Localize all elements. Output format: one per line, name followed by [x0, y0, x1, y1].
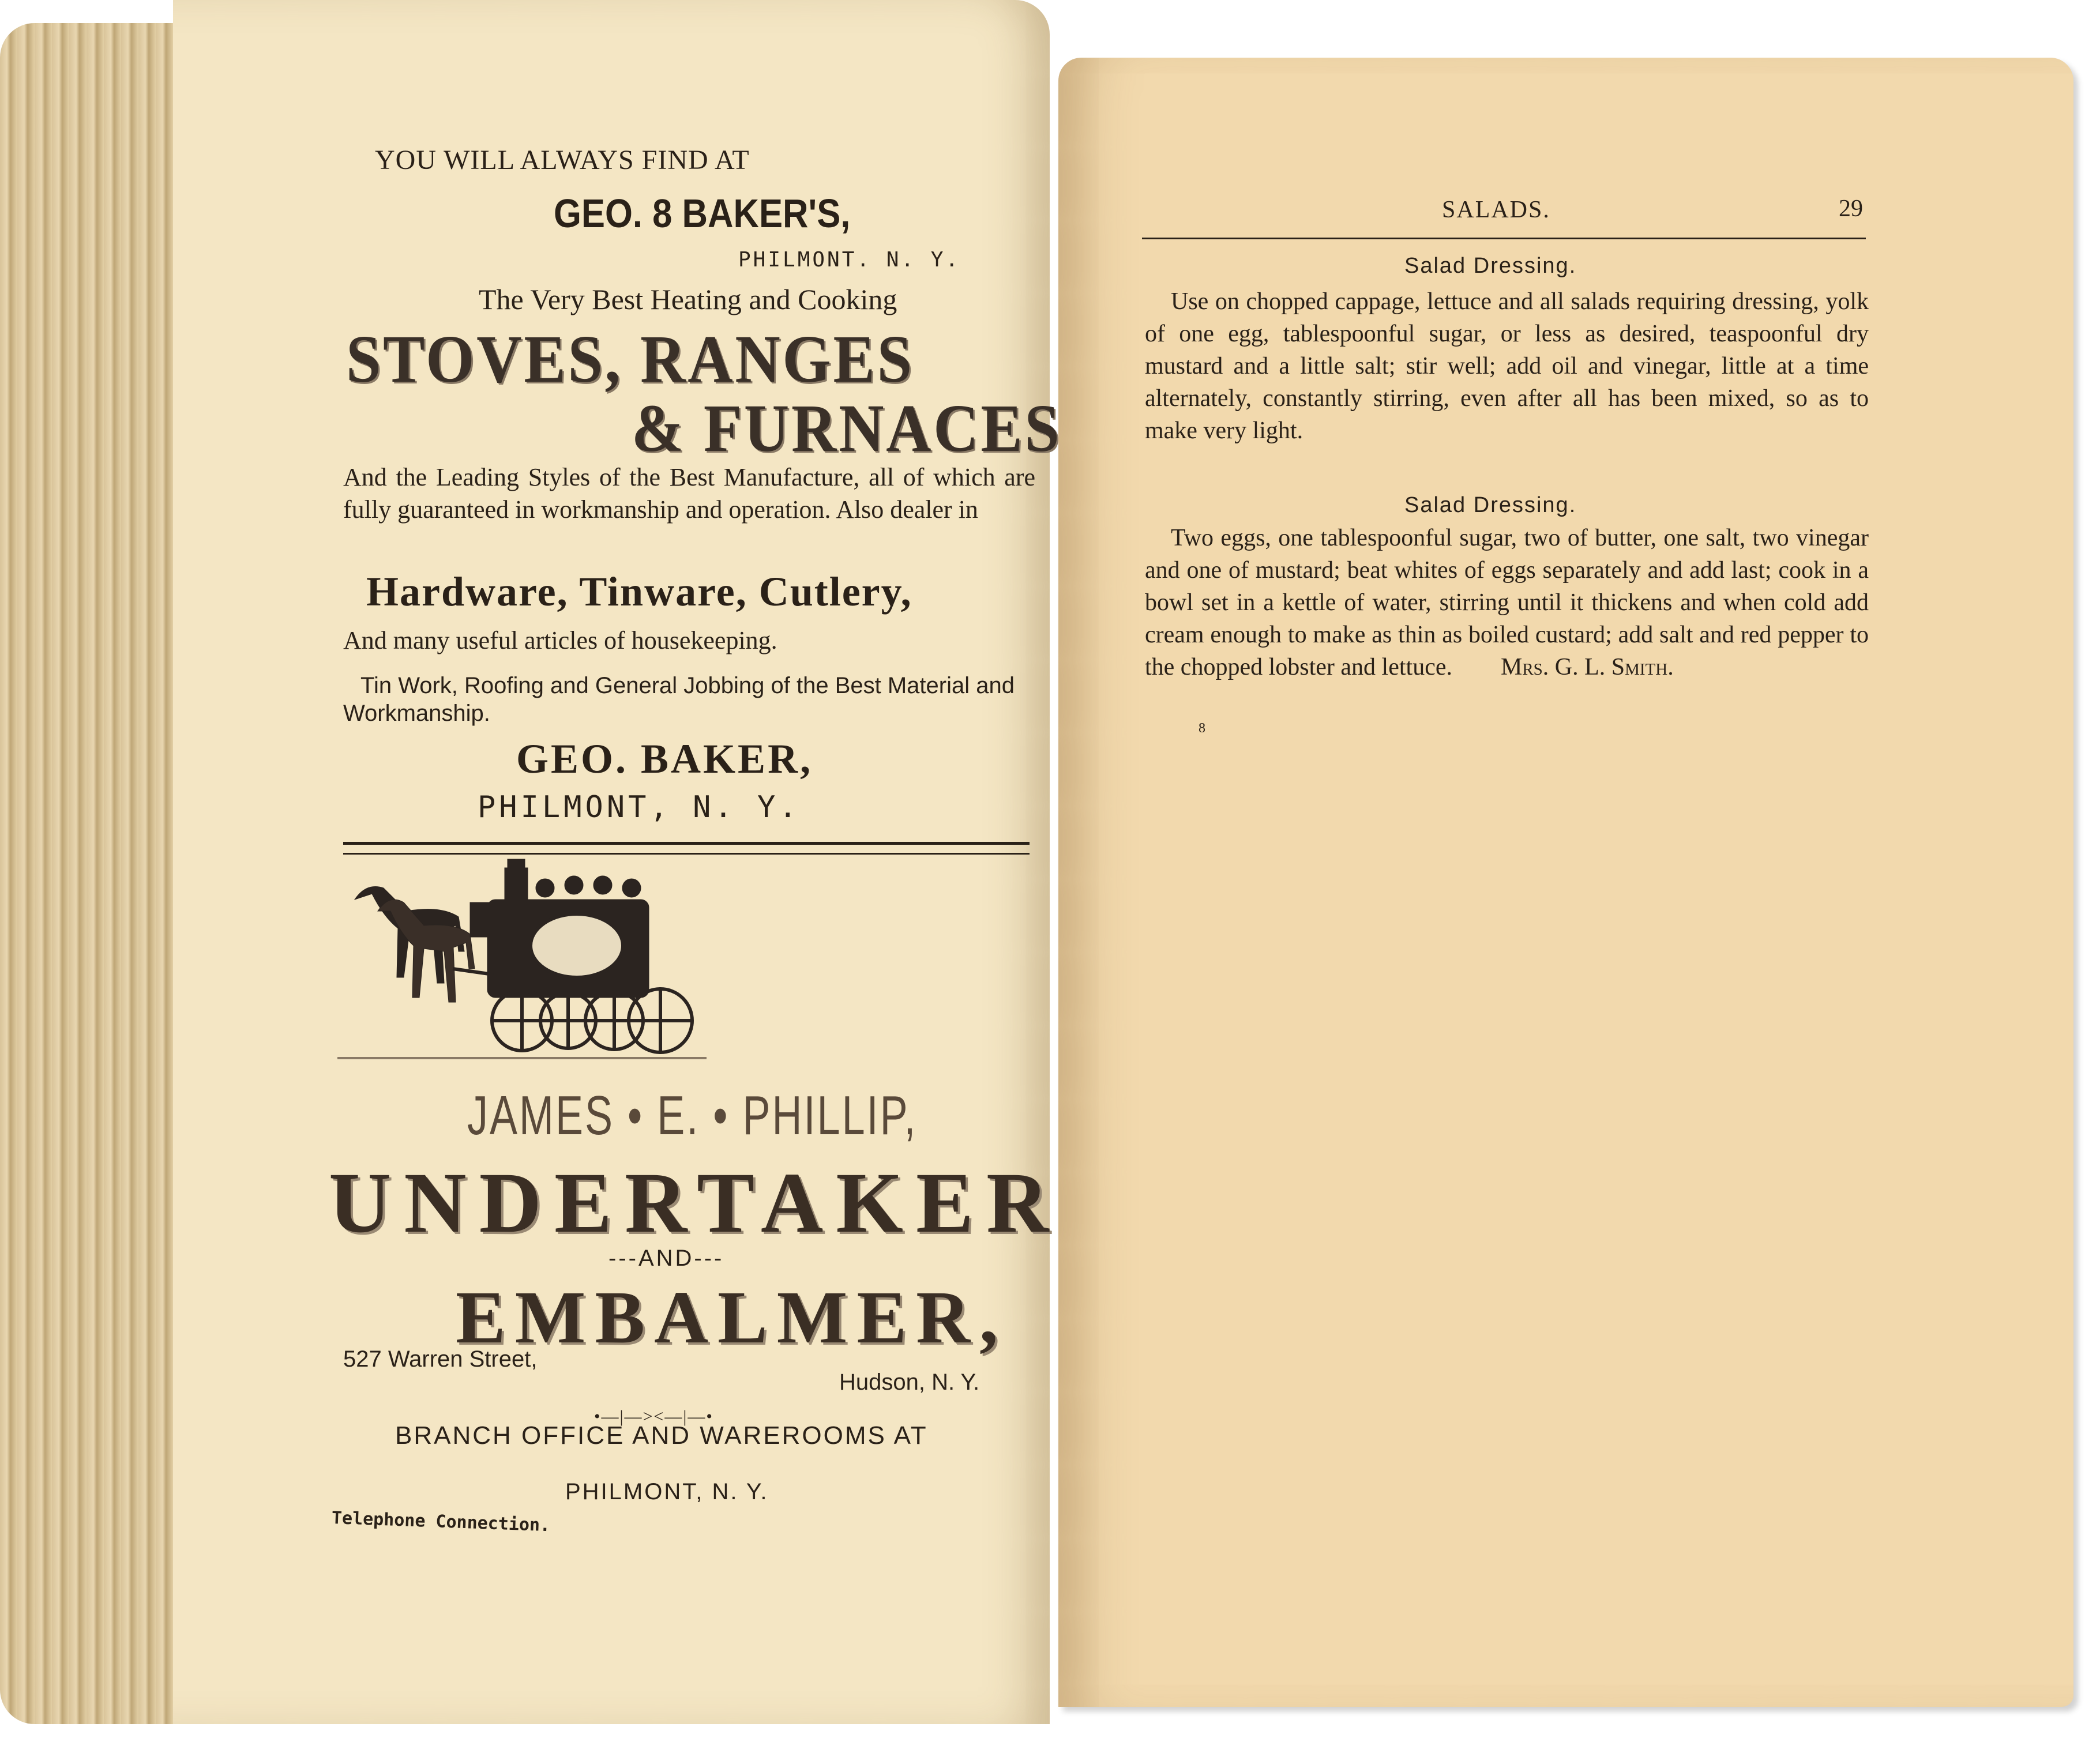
- ad-owner-name: GEO. BAKER,: [516, 736, 813, 782]
- undertaker-city: Hudson, N. Y.: [839, 1369, 980, 1395]
- header-rule: [1142, 238, 1866, 239]
- ad-headline-furnaces: & FURNACES: [632, 390, 1062, 466]
- recipe-2-signature: Mrs. G. L. Smith.: [1500, 654, 1674, 680]
- ad-intro-text: YOU WILL ALWAYS FIND AT: [375, 145, 750, 175]
- recipe-2-title: Salad Dressing.: [1404, 493, 1577, 517]
- ad-shop-name: GEO. 8 BAKER'S,: [554, 191, 851, 236]
- sheet-mark: 8: [1199, 721, 1205, 736]
- page-edges: [0, 23, 179, 1724]
- recipe-2-text: Two eggs, one tablespoonful sugar, two of butter, one salt, two vinegar and one of mustard; beat whites of eggs separately and add last; cook in a bowl set in a kettle of water, stirring until it thickens and when cold add cream enough to make as thin as boiled custard; add salt and red pepper to the chopped lobster and lettuce.: [1145, 525, 1869, 680]
- ad-hardware-line: Hardware, Tinware, Cutlery,: [366, 569, 912, 615]
- branch-location: PHILMONT, N. Y.: [565, 1479, 769, 1504]
- ad-headline-stoves: STOVES, RANGES: [346, 321, 914, 397]
- ad-tin-work: Tin Work, Roofing and General Jobbing of the Best Material and Workmanship.: [343, 673, 1015, 726]
- undertaker-street: 527 Warren Street,: [343, 1346, 538, 1372]
- embalmer-title: EMBALMER,: [456, 1276, 1008, 1359]
- page-number: 29: [1839, 195, 1863, 222]
- telephone-connection: Telephone Connection.: [331, 1508, 551, 1536]
- recipe-1-title: Salad Dressing.: [1404, 254, 1577, 278]
- hearse-illustration: [337, 848, 707, 1067]
- undertaker-name: JAMES • E. • PHILLIP,: [467, 1085, 918, 1146]
- ad-many-articles: And many useful articles of housekeeping.: [343, 626, 777, 654]
- ad-tagline: The Very Best Heating and Cooking: [479, 283, 897, 315]
- recipe-2-block: [1145, 522, 1869, 683]
- branch-office-text: BRANCH OFFICE AND WAREROOMS AT: [395, 1421, 928, 1450]
- ad-shop-location: PHILMONT. N. Y.: [738, 248, 961, 272]
- ornament-divider: •—|—><—|—•: [594, 1407, 713, 1426]
- recipe-1-text: Use on chopped cappage, lettuce and all salads requiring dressing, yolk of one egg, tablespoonful sugar, or less as desired, teaspoonful dry mustard and a little salt; stir well; add oil and vinegar, little at a time alternately, constantly stirring, even after all has been mixed, so as to make very light.: [1145, 288, 1869, 444]
- ad-owner-location: PHILMONT, N. Y.: [478, 790, 801, 825]
- undertaker-title: UNDERTAKER: [329, 1155, 1062, 1251]
- running-header: SALADS.: [1442, 197, 1550, 223]
- undertaker-and: ---AND---: [608, 1246, 724, 1271]
- ad-body-text: And the Leading Styles of the Best Manufacture, all of which are fully guaranteed in workmanship and operation. Also dealer in: [343, 463, 1035, 524]
